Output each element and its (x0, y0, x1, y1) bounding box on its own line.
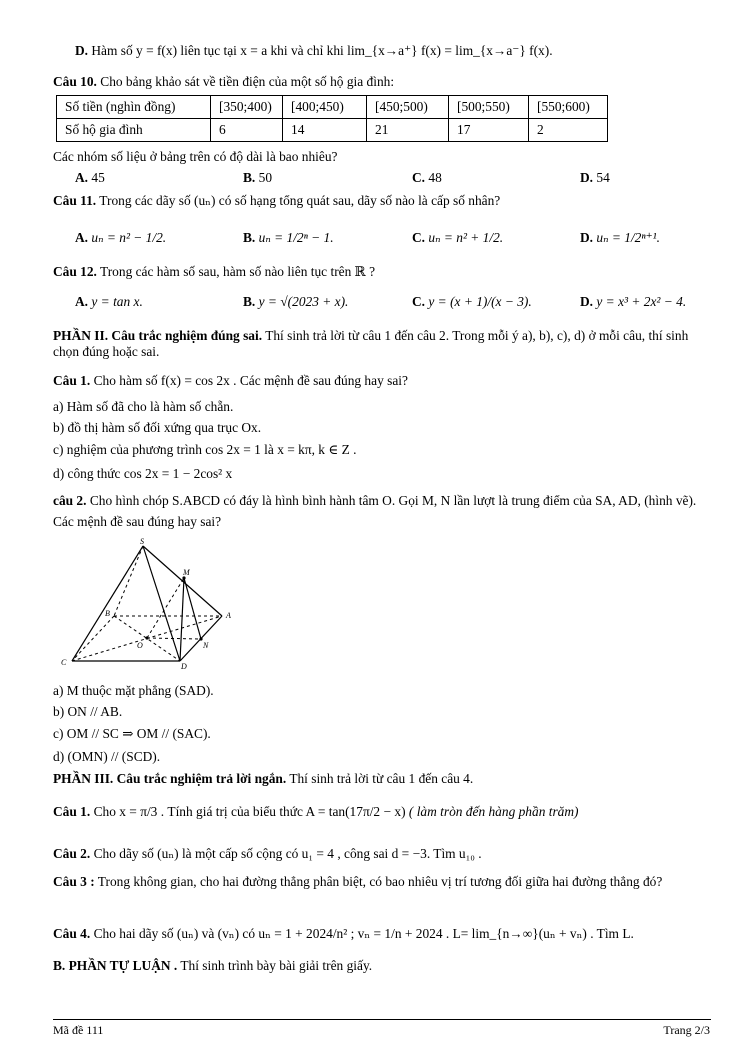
p2-q2-item-c: c) OM // SC ⇒ OM // (SAC). (53, 726, 211, 741)
option-text: uₙ = 1/2ⁿ⁺¹. (596, 230, 661, 245)
q11-option-c (412, 230, 503, 246)
option-text: y = tan x. (91, 294, 143, 309)
table-cell: [500;550) (449, 96, 529, 119)
p3-q3-text: Trong không gian, cho hai đường thẳng phân biệt, có bao nhiêu vị trí tương đối giữa hai đường thẳng đó? (97, 874, 663, 889)
q10-label: Câu 10. (53, 74, 97, 89)
p2-q1-item-b: b) đồ thị hàm số đối xứng qua trục Ox. (53, 420, 262, 435)
p2-q2-stem (53, 490, 710, 532)
table-cell: 14 (283, 119, 367, 142)
q10-question: Các nhóm số liệu ở bảng trên có độ dài là bao nhiêu? (53, 149, 338, 164)
table-row (57, 119, 608, 142)
option-text: y = x³ + 2x² − 4. (596, 294, 687, 309)
q12-option-a (75, 294, 143, 310)
q10-text: Cho bảng khảo sát về tiền điện của một số hộ gia đình: (100, 74, 395, 89)
option-label: B. (243, 230, 256, 245)
segment-md (180, 578, 184, 661)
option-text: Hàm số y = f(x) liên tục tại x = a khi và chỉ khi lim_{x→a⁺} f(x) = lim_{x→a⁻} f(x). (91, 43, 553, 58)
table-cell: [450;500) (367, 96, 449, 119)
p2-q1-label: Câu 1. (53, 373, 91, 388)
edge-sd (143, 546, 180, 661)
prev-option-d (75, 43, 710, 59)
p2-q1-text: Cho hàm số f(x) = cos 2x . Các mệnh đề sau đúng hay sai? (93, 373, 408, 388)
option-text: 45 (91, 170, 105, 185)
table-cell: 6 (211, 119, 283, 142)
survey-table (56, 95, 608, 142)
q11-option-b (243, 230, 334, 246)
partB (53, 958, 710, 974)
partB-heading: B. PHẦN TỰ LUẬN . (53, 958, 178, 973)
p2-q1-stem (53, 373, 710, 389)
point-o (145, 636, 148, 639)
option-text: 48 (428, 170, 442, 185)
segment-mn (184, 578, 201, 639)
option-label: C. (412, 230, 426, 245)
option-label: A. (75, 230, 89, 245)
label-c: C (61, 658, 67, 667)
q12-stem (53, 264, 710, 280)
p3-q1-label: Câu 1. (53, 804, 91, 819)
table-row (57, 96, 608, 119)
p2-q2-label: câu 2. (53, 493, 87, 508)
p2-q1-item-a: a) Hàm số đã cho là hàm số chẵn. (53, 399, 234, 414)
pyramid-figure (58, 535, 238, 675)
part2-instructions: Thí sinh trả lời từ câu 1 đến câu 2. Trong mỗi ý a), b), c), d) ở mỗi câu, thí sinh chọn đúng hoặc sai. (53, 328, 689, 359)
q12-option-b (243, 294, 348, 310)
edge-sc (72, 546, 143, 661)
option-text: uₙ = n² + 1/2. (428, 230, 504, 245)
label-s: S (140, 537, 144, 546)
p3-q2-text: Cho dãy số (uₙ) là một cấp số cộng có u₁ = 4 , công sai d = −3. Tìm u₁₀ . (93, 846, 482, 861)
option-label: D. (580, 294, 594, 309)
q10-option-a (75, 170, 105, 186)
option-text: uₙ = n² − 1/2. (91, 230, 167, 245)
p3-q3 (53, 874, 710, 890)
p3-q1 (53, 804, 710, 820)
part2-heading: PHẦN II. Câu trắc nghiệm đúng sai. (53, 328, 263, 343)
segment-on (147, 638, 201, 639)
option-label: D. (580, 230, 594, 245)
option-label: C. (412, 294, 426, 309)
table-cell: [550;600) (529, 96, 608, 119)
table-cell: 2 (529, 119, 608, 142)
exam-code: Mã đề 111 (53, 1023, 104, 1037)
q12-option-d (580, 294, 686, 310)
label-b: B (105, 609, 110, 618)
table-header-cell: Số hộ gia đình (57, 119, 211, 142)
partB-text: Thí sinh trình bày bài giải trên giấy. (180, 958, 373, 973)
q10-option-c (412, 170, 442, 186)
p2-q2-item-b: b) ON // AB. (53, 704, 123, 719)
table-cell: [400;450) (283, 96, 367, 119)
q10-stem (53, 74, 710, 90)
p3-q4 (53, 926, 710, 942)
label-m: M (183, 568, 190, 577)
p3-q2-label: Câu 2. (53, 846, 91, 861)
p3-q2 (53, 846, 710, 862)
footer-divider (53, 1019, 711, 1020)
option-label: B. (243, 170, 256, 185)
option-text: 54 (596, 170, 610, 185)
p2-q1-item-d: d) công thức cos 2x = 1 − 2cos² x (53, 466, 233, 481)
part3-header (53, 771, 710, 787)
p2-q2-item-d: d) (OMN) // (SCD). (53, 749, 161, 764)
q11-option-a (75, 230, 166, 246)
q12-label: Câu 12. (53, 264, 97, 279)
segment-om (147, 578, 184, 638)
table-cell: 21 (367, 119, 449, 142)
option-label: D. (580, 170, 594, 185)
part3-instructions: Thí sinh trả lời từ câu 1 đến câu 4. (289, 771, 474, 786)
option-label: B. (243, 294, 256, 309)
label-d: D (181, 662, 187, 671)
option-text: uₙ = 1/2ⁿ − 1. (258, 230, 334, 245)
label-o: O (137, 641, 143, 650)
option-text: y = (x + 1)/(x − 3). (428, 294, 532, 309)
q10-option-d (580, 170, 610, 186)
edge-bc (72, 616, 114, 661)
option-label: D. (75, 43, 89, 58)
option-label: A. (75, 170, 89, 185)
label-a: A (226, 611, 231, 620)
q12-option-c (412, 294, 532, 310)
q11-stem (53, 193, 710, 209)
p3-q4-label: Câu 4. (53, 926, 91, 941)
part2-header (53, 328, 710, 360)
p2-q1-item-c: c) nghiệm của phương trình cos 2x = 1 là x = kπ, k ∈ Z . (53, 442, 357, 457)
option-text: 50 (258, 170, 273, 185)
q10-option-b (243, 170, 272, 186)
p3-q1-text: Cho x = π/3 . Tính giá trị của biểu thức A = tan(17π/2 − x) (93, 804, 406, 819)
p3-q4-text: Cho hai dãy số (uₙ) và (vₙ) có uₙ = 1 + 2024/n² ; vₙ = 1/n + 2024 . L= lim_{n→∞}(uₙ + vₙ) . Tìm L. (93, 926, 634, 941)
q11-text: Trong các dãy số (uₙ) có số hạng tổng quát sau, dãy số nào là cấp số nhân? (99, 193, 501, 208)
p3-q3-label: Câu 3 : (53, 874, 95, 889)
p2-q2-text: Cho hình chóp S.ABCD có đáy là hình bình hành tâm O. Gọi M, N lần lượt là trung điểm của SA, AD, (hình vẽ). Các mệnh đề sau đúng hay sai? (53, 493, 697, 529)
option-text: y = √(2023 + x). (258, 294, 349, 309)
p3-q1-note: ( làm tròn đến hàng phần trăm) (408, 804, 579, 819)
option-label: A. (75, 294, 89, 309)
table-cell: [350;400) (211, 96, 283, 119)
edge-sb (114, 546, 143, 616)
p2-q2-item-a: a) M thuộc mặt phẳng (SAD). (53, 683, 214, 698)
table-header-cell: Số tiền (nghìn đồng) (57, 96, 211, 119)
label-n: N (203, 641, 209, 650)
q12-text: Trong các hàm số sau, hàm số nào liên tục trên ℝ ? (100, 264, 376, 279)
option-label: C. (412, 170, 426, 185)
part3-heading: PHẦN III. Câu trắc nghiệm trả lời ngắn. (53, 771, 287, 786)
table-cell: 17 (449, 119, 529, 142)
page-number: Trang 2/3 (663, 1023, 710, 1037)
q11-label: Câu 11. (53, 193, 97, 208)
q11-option-d (580, 230, 660, 246)
